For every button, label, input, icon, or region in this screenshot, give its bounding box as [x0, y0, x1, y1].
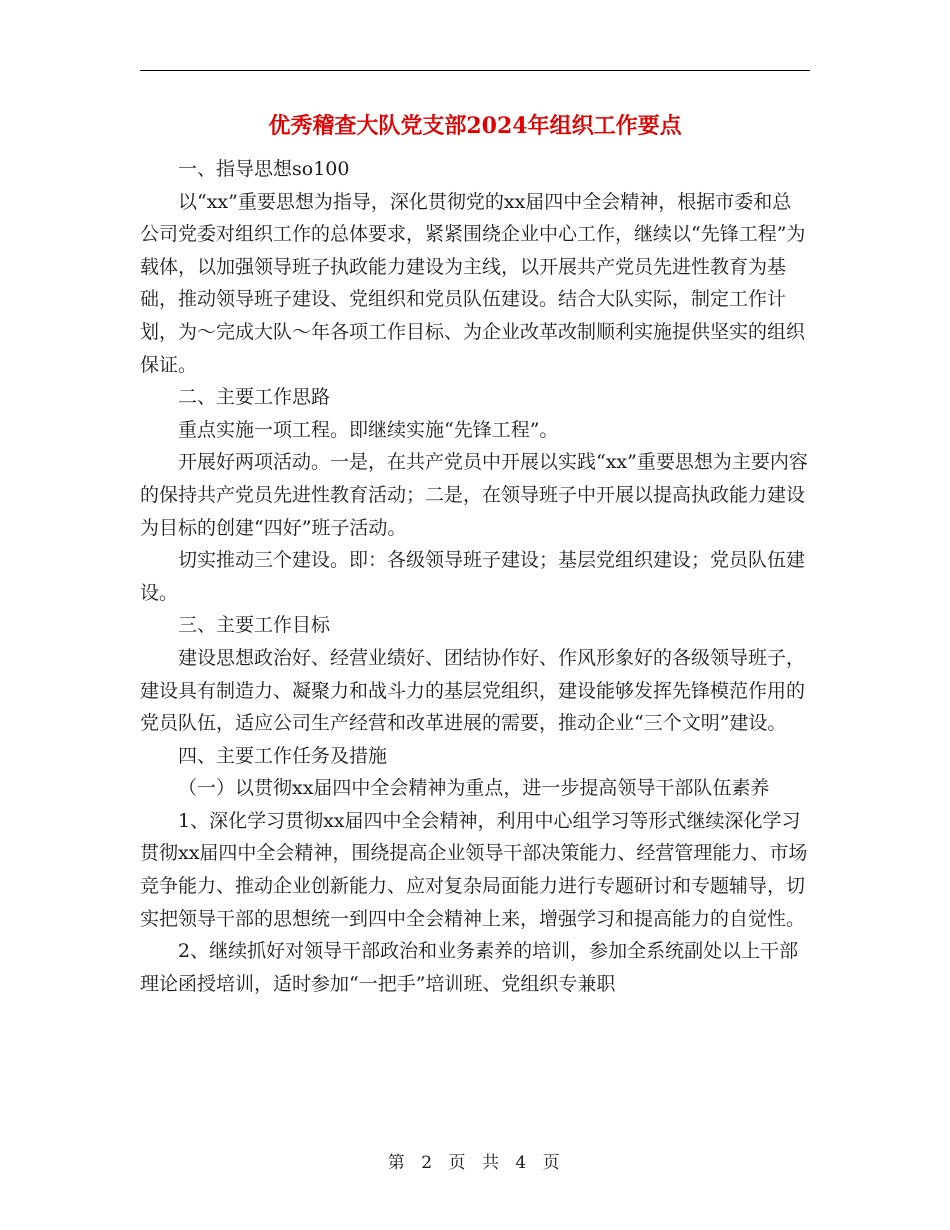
paragraph-item-1: 1、深化学习贯彻xx届四中全会精神，利用中心组学习等形式继续深化学习贯彻xx届四中全会精神，围绕提高企业领导干部决策能力、经营管理能力、市场竞争能力、推动企业创新能力、应对复杂局面能力进行专题研讨和专题辅导，切实把领导干部的思想统一到四中全会精神上来，增强学习和提高能力的自觉性。 — [140, 809, 808, 930]
paragraph-guiding-thought: 以“xx”重要思想为指导，深化贯彻党的xx届四中全会精神，根据市委和总公司党委对组织工作的总体要求，紧紧围绕企业中心工作，继续以“先锋工程”为载体，以加强领导班子执政能力建设为主线，以开展共产党员先进性教育为基础，推动领导班子建设、党组织和党员队伍建设。结合大队实际，制定工作计划，为～完成大队～年各项工作目标、为企业改革改制顺利实施提供坚实的组织保证。 — [140, 190, 806, 376]
paragraph-item-2: 2、继续抓好对领导干部政治和业务素养的培训，参加全系统副处以上干部理论函授培训，适时参加“一把手”培训班、党组织专兼职 — [140, 940, 799, 995]
subsection-heading-1: （一）以贯彻xx届四中全会精神为重点，进一步提高领导干部队伍素养 — [178, 777, 770, 800]
section-heading-3: 三、主要工作目标 — [178, 614, 331, 637]
paragraph-three-constructions: 切实推动三个建设。即：各级领导班子建设；基层党组织建设；党员队伍建设。 — [140, 549, 806, 604]
document-body — [140, 153, 810, 1000]
page-number-footer: 第 2 页 共 4 页 — [387, 1153, 563, 1173]
section-heading-2: 二、主要工作思路 — [178, 386, 331, 409]
header-rule — [140, 70, 810, 71]
paragraph-goals: 建设思想政治好、经营业绩好、团结协作好、作风形象好的各级领导班子，建设具有制造力、凝聚力和战斗力的基层党组织，建设能够发挥先锋模范作用的党员队伍，适应公司生产经营和改革进展的需要，推动企业“三个文明”建设。 — [140, 646, 806, 735]
section-heading-1: 一、指导思想so100 — [178, 158, 350, 180]
section-heading-4: 四、主要工作任务及措施 — [178, 744, 388, 767]
document-title: 优秀稽查大队党支部2024年组织工作要点 — [268, 113, 682, 139]
paragraph-key-project: 重点实施一项工程。即继续实施“先锋工程”。 — [178, 418, 559, 441]
paragraph-two-activities: 开展好两项活动。一是，在共产党员中开展以实践“xx”重要思想为主要内容的保持共产党员先进性教育活动；二是，在领导班子中开展以提高执政能力建设为目标的创建“四好”班子活动。 — [140, 451, 808, 539]
